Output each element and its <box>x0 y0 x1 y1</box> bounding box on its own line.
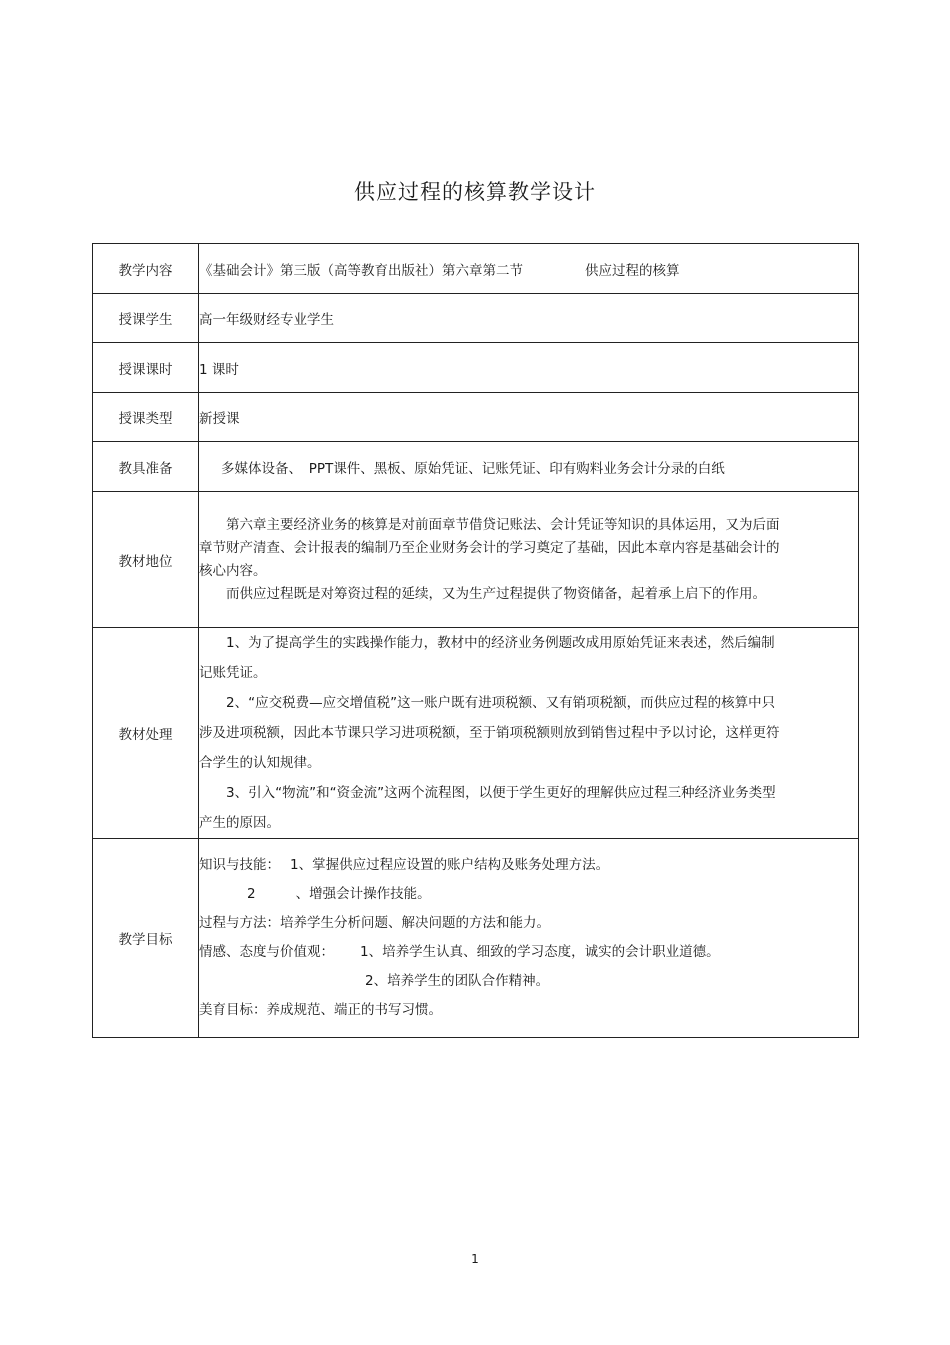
paragraph: 3、引入“物流”和“资金流”这两个流程图，以便于学生更好的理解供应过程三种经济业务类型产生的原因。 <box>199 785 776 831</box>
goal-text: 2、培养学生的团队合作精神。 <box>365 973 550 989</box>
row-label: 授课学生 <box>93 294 199 343</box>
paragraph: 而供应过程既是对筹资过程的延续，又为生产过程提供了物资储备，起着承上启下的作用。 <box>226 585 766 602</box>
table-row <box>93 393 859 442</box>
document-title: 供应过程的核算教学设计 <box>354 180 596 204</box>
row-value: 多媒体设备、 PPT课件、黑板、原始凭证、记账凭证、印有购料业务会计分录的白纸 <box>199 442 859 492</box>
goal-label: 情感、态度与价值观： <box>199 944 334 960</box>
row-label: 教材地位 <box>93 492 199 628</box>
row-label: 教学目标 <box>93 839 199 1038</box>
goal-line <box>199 967 858 996</box>
row-label: 授课类型 <box>93 393 199 442</box>
row-value: 高一年级财经专业学生 <box>199 294 859 343</box>
goal-text: 、增强会计操作技能。 <box>295 886 431 902</box>
row-label: 教具准备 <box>93 442 199 492</box>
table-row <box>93 244 859 294</box>
row-label: 教材处理 <box>93 628 199 839</box>
goal-line <box>199 851 858 880</box>
row-value: 新授课 <box>199 393 859 442</box>
row-value <box>199 628 859 839</box>
textbook-info: 《基础会计》第三版（高等教育出版社）第六章第二节 <box>199 262 523 279</box>
table-row <box>93 294 859 343</box>
goal-line <box>199 938 858 967</box>
row-value <box>199 839 859 1038</box>
goal-number: 2 <box>247 886 256 902</box>
paragraph: 1、为了提高学生的实践操作能力，教材中的经济业务例题改成用原始凭证来表述，然后编制记账凭证。 <box>199 635 775 681</box>
row-label: 教学内容 <box>93 244 199 294</box>
table-row <box>93 628 859 839</box>
row-label: 授课课时 <box>93 343 199 393</box>
goal-line: 过程与方法：培养学生分析问题、解决问题的方法和能力。 <box>199 915 550 931</box>
table-row <box>93 343 859 393</box>
row-value <box>199 492 859 628</box>
row-value <box>199 244 859 294</box>
paragraph: 第六章主要经济业务的核算是对前面章节借贷记账法、会计凭证等知识的具体运用，又为后面章节财产清查、会计报表的编制乃至企业财务会计的学习奠定了基础，因此本章内容是基础会计的核心内容。 <box>199 516 780 579</box>
goal-line <box>199 880 858 909</box>
table-row <box>93 442 859 492</box>
goal-text: 1、掌握供应过程应设置的账户结构及账务处理方法。 <box>290 857 610 873</box>
goal-line: 美育目标：养成规范、端正的书写习惯。 <box>199 1002 442 1018</box>
goal-label: 知识与技能： <box>199 857 280 873</box>
table-row <box>93 492 859 628</box>
section-title: 供应过程的核算 <box>585 262 680 279</box>
paragraph: 2、“应交税费—应交增值税”这一账户既有进项税额、又有销项税额，而供应过程的核算中只涉及进项税额，因此本节课只学习进项税额，至于销项税额则放到销售过程中予以讨论，这样更符合学生的认知规律。 <box>199 695 780 771</box>
goal-text: 1、培养学生认真、细致的学习态度，诚实的会计职业道德。 <box>360 944 720 960</box>
page-number: 1 <box>471 1252 479 1266</box>
row-value: 1 课时 <box>199 343 859 393</box>
table-row <box>93 839 859 1038</box>
lesson-plan-table <box>92 243 859 1038</box>
